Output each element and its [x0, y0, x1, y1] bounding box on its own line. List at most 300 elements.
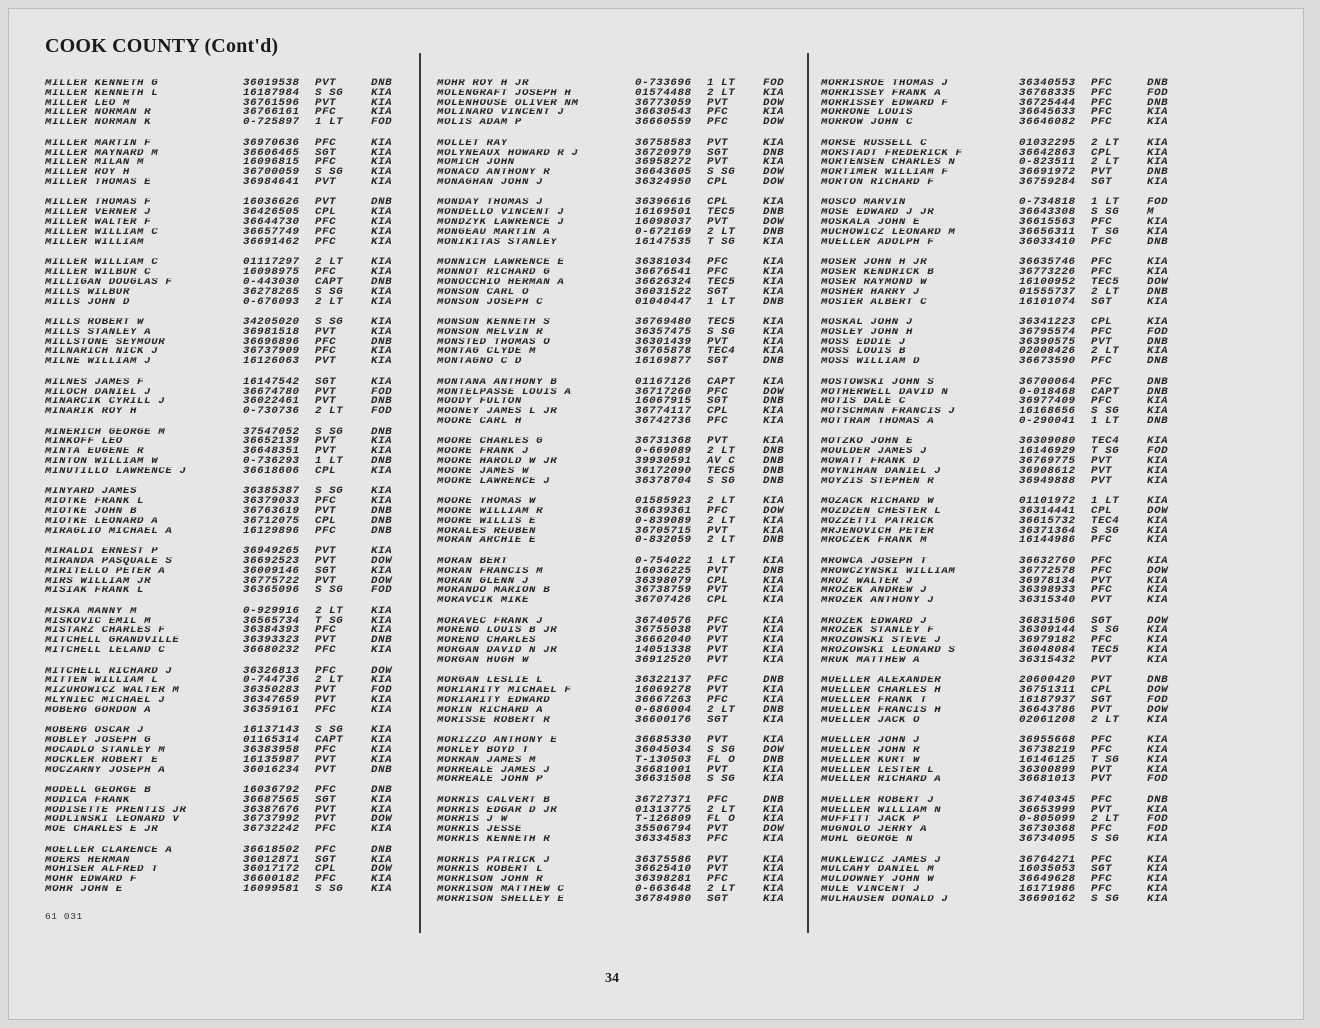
- casualty-status: DOW: [763, 216, 785, 228]
- rank: CPL: [1091, 147, 1113, 159]
- roster-row: [821, 139, 1197, 148]
- casualty-status: DNB: [1147, 415, 1169, 427]
- roster-row: [821, 405, 1197, 417]
- serial-number: 36649628: [1019, 873, 1076, 885]
- casualty-status: FOD: [1147, 814, 1169, 826]
- soldier-name: MILLER KENNETH L: [45, 89, 159, 99]
- serial-number: 36009146: [243, 565, 300, 577]
- soldier-name: MISTARZ CHARLES F: [45, 626, 166, 636]
- serial-number: 0-672169: [635, 226, 692, 238]
- roster-row: [437, 856, 813, 865]
- soldier-name: MONOCCHIO HERMAN A: [437, 278, 565, 288]
- rank: PVT: [1091, 575, 1113, 587]
- rank: PVT: [707, 565, 729, 577]
- soldier-name: MONSON CARL O: [437, 288, 530, 298]
- roster-row: [45, 428, 421, 437]
- roster-row: [821, 355, 1197, 367]
- rank: CPL: [707, 594, 729, 606]
- roster-row: [45, 228, 421, 237]
- soldier-name: MORROW JOHN C: [821, 118, 914, 128]
- casualty-status: KIA: [1147, 584, 1169, 596]
- serial-number: 36978134: [1019, 575, 1076, 587]
- serial-number: 01574488: [635, 87, 692, 99]
- serial-number: 36031522: [635, 286, 692, 298]
- serial-number: 36653999: [1019, 804, 1076, 816]
- rank: PFC: [315, 665, 337, 677]
- casualty-status: KIA: [371, 485, 393, 497]
- roster-row: [45, 199, 421, 208]
- rank: TEC5: [707, 316, 736, 328]
- page-number: 34: [605, 971, 619, 986]
- soldier-name: MOLYNEAUX HOWARD R J: [437, 148, 579, 158]
- casualty-status: KIA: [1147, 475, 1169, 487]
- casualty-status: KIA: [1147, 137, 1169, 149]
- serial-number: 36314441: [1019, 505, 1076, 517]
- roster-row: [45, 156, 421, 168]
- soldier-name: MUELLER ROBERT J: [821, 796, 935, 806]
- serial-number: 36685330: [635, 734, 692, 746]
- rank: PFC: [315, 216, 337, 228]
- casualty-status: KIA: [371, 804, 393, 816]
- serial-number: 36765878: [635, 345, 692, 358]
- rank: CPL: [707, 176, 729, 188]
- casualty-status: KIA: [371, 754, 393, 766]
- roster-row: [437, 467, 813, 476]
- rank: PFC: [1091, 87, 1113, 99]
- soldier-name: MORAVCIK MIKE: [437, 596, 530, 606]
- serial-number: 36324950: [635, 176, 692, 188]
- soldier-name: MONACO ANTHONY R: [437, 168, 551, 178]
- roster-row: [821, 766, 1197, 775]
- soldier-name: MILLER VERNER J: [45, 208, 152, 218]
- casualty-status: KIA: [371, 854, 393, 866]
- rank: SGT: [707, 286, 729, 298]
- roster-group: [437, 676, 813, 725]
- rank: S SG: [315, 584, 344, 596]
- casualty-status: KIA: [1147, 176, 1169, 188]
- roster-row: [437, 684, 813, 696]
- soldier-name: MOCADLO STANLEY M: [45, 746, 166, 756]
- soldier-name: MOE CHARLES E JR: [45, 825, 159, 835]
- roster-group: [821, 796, 1197, 845]
- roster-row: [437, 109, 813, 118]
- roster-row: [821, 417, 1197, 426]
- roster-row: [437, 99, 813, 108]
- soldier-name: MIRAGLIO MICHAEL A: [45, 527, 173, 537]
- serial-number: 0-805099: [1019, 814, 1076, 826]
- serial-number: 36300899: [1019, 764, 1076, 776]
- soldier-name: MISIAK FRANK L: [45, 586, 145, 596]
- rank: 2 LT: [315, 256, 344, 268]
- casualty-status: FOD: [1147, 823, 1169, 835]
- rank: 2 LT: [315, 605, 344, 617]
- roster-row: [45, 706, 421, 715]
- casualty-status: KIA: [763, 893, 785, 905]
- casualty-status: KIA: [371, 206, 393, 218]
- casualty-status: KIA: [1147, 734, 1169, 746]
- serial-number: 36690162: [1019, 893, 1076, 905]
- roster-row: [45, 495, 421, 507]
- rank: PFC: [1091, 584, 1113, 596]
- casualty-status: DNB: [763, 296, 785, 308]
- serial-number: 36769480: [635, 316, 692, 328]
- rank: 1 LT: [707, 77, 736, 89]
- rank: PFC: [707, 415, 729, 427]
- serial-number: 36309080: [1019, 435, 1076, 447]
- rank: S SG: [315, 166, 344, 178]
- serial-number: 16187937: [1019, 694, 1076, 706]
- casualty-status: DNB: [371, 515, 393, 527]
- serial-number: 16147535: [635, 236, 692, 248]
- serial-number: 0-686004: [635, 704, 692, 716]
- casualty-status: KIA: [371, 256, 393, 268]
- roster-row: [821, 806, 1197, 815]
- roster-group: [45, 786, 421, 835]
- roster-row: [821, 298, 1197, 307]
- soldier-name: MORRIS PATRICK J: [437, 855, 551, 865]
- roster-row: [437, 116, 813, 128]
- casualty-status: KIA: [1147, 455, 1169, 467]
- rank: PVT: [707, 823, 729, 835]
- casualty-status: KIA: [1147, 575, 1169, 587]
- roster-row: [821, 328, 1197, 337]
- casualty-status: KIA: [1147, 435, 1169, 447]
- serial-number: 01313775: [635, 804, 692, 816]
- rank: PVT: [315, 804, 337, 816]
- roster-row: [821, 268, 1197, 277]
- soldier-name: MORRISROE THOMAS J: [821, 79, 949, 89]
- roster-row: [437, 79, 813, 88]
- serial-number: 36375586: [635, 854, 692, 866]
- rank: 2 LT: [1091, 814, 1120, 826]
- roster-row: [45, 109, 421, 118]
- rank: PVT: [315, 575, 337, 587]
- casualty-status: DOW: [1147, 684, 1169, 696]
- roster-row: [45, 846, 421, 855]
- casualty-status: DNB: [763, 445, 785, 457]
- roster-row: [821, 99, 1197, 108]
- soldier-name: MORRIS JESSE: [437, 825, 522, 835]
- casualty-status: DNB: [763, 465, 785, 477]
- roster-row: [45, 746, 421, 755]
- casualty-status: FOD: [1147, 197, 1169, 209]
- soldier-name: MROZEK ANDREW J: [821, 586, 928, 596]
- rank: PVT: [707, 156, 729, 168]
- serial-number: 36737992: [243, 814, 300, 826]
- casualty-status: DOW: [1147, 505, 1169, 517]
- soldier-name: MOSS WILLIAM D: [821, 357, 921, 367]
- serial-number: 36359161: [243, 704, 300, 716]
- serial-number: 16126063: [243, 355, 300, 367]
- casualty-status: KIA: [371, 156, 393, 168]
- soldier-name: MORRIS CALVERT B: [437, 796, 551, 806]
- serial-number: 20600420: [1019, 674, 1076, 686]
- soldier-name: MORAN FRANCIS M: [437, 567, 544, 577]
- soldier-name: MOMICH JOHN: [437, 158, 515, 168]
- rank: PVT: [1091, 475, 1113, 487]
- rank: S SG: [1091, 893, 1120, 905]
- soldier-name: MINERICH GEORGE M: [45, 427, 166, 438]
- casualty-status: KIA: [1147, 256, 1169, 268]
- serial-number: 0-734818: [1019, 197, 1076, 209]
- soldier-name: MUELLER JOHN R: [821, 746, 921, 756]
- roster-row: [45, 435, 421, 447]
- rank: SGT: [1091, 694, 1113, 706]
- soldier-name: MROZEK EDWARD J: [821, 617, 928, 627]
- soldier-name: MIOTKE JOHN B: [45, 507, 138, 517]
- roster-row: [821, 338, 1197, 347]
- roster-row: [45, 445, 421, 457]
- soldier-name: MONIKITAS STANLEY: [437, 238, 558, 248]
- roster-row: [821, 823, 1197, 835]
- soldier-name: MILNARICH NICK J: [45, 347, 159, 357]
- casualty-status: KIA: [1147, 316, 1169, 328]
- rank: CAPT: [707, 376, 736, 388]
- casualty-status: KIA: [763, 197, 785, 209]
- serial-number: 36398079: [635, 575, 692, 587]
- rank: PFC: [707, 256, 729, 268]
- casualty-status: DNB: [763, 704, 785, 716]
- casualty-status: KIA: [1147, 744, 1169, 756]
- rank: SGT: [707, 893, 729, 905]
- roster-row: [437, 796, 813, 805]
- serial-number: 36379033: [243, 495, 300, 507]
- roster-row: [437, 238, 813, 247]
- serial-number: 0-290041: [1019, 415, 1076, 427]
- casualty-status: DNB: [1147, 166, 1169, 178]
- roster-group: [821, 617, 1197, 666]
- soldier-name: MRUK MATTHEW A: [821, 656, 921, 666]
- soldier-name: MONSON JOSEPH C: [437, 297, 544, 307]
- rank: PFC: [1091, 734, 1113, 746]
- rank: PFC: [315, 784, 337, 796]
- rank: PFC: [1091, 744, 1113, 756]
- roster-row: [437, 833, 813, 845]
- soldier-name: MOZDZEN CHESTER L: [821, 507, 942, 517]
- roster-row: [821, 873, 1197, 885]
- soldier-name: MUGNOLO JERRY A: [821, 825, 928, 835]
- roster-group: [45, 318, 421, 367]
- casualty-status: KIA: [1147, 893, 1169, 905]
- roster-row: [437, 206, 813, 218]
- rank: CPL: [1091, 505, 1113, 517]
- casualty-status: KIA: [763, 336, 785, 348]
- roster-row: [45, 388, 421, 397]
- soldier-name: MOSCO MARVIN: [821, 198, 906, 208]
- serial-number: 36687565: [243, 794, 300, 806]
- serial-number: 36758583: [635, 137, 692, 149]
- soldier-name: MINARCIK CYRILL J: [45, 397, 166, 407]
- soldier-name: MINTON WILLIAM W: [45, 457, 159, 467]
- soldier-name: MORREALE JAMES J: [437, 765, 551, 775]
- roster-column-2: [437, 79, 813, 915]
- rank: 2 LT: [1091, 286, 1120, 298]
- roster-row: [437, 318, 813, 327]
- rank: PVT: [315, 634, 337, 646]
- soldier-name: MORIZZO ANTHONY E: [437, 736, 558, 746]
- serial-number: 36949888: [1019, 475, 1076, 487]
- soldier-name: MOHR JOHN E: [45, 885, 123, 895]
- rank: SGT: [1091, 863, 1113, 875]
- serial-number: 36761596: [243, 97, 300, 109]
- rank: AV C: [707, 455, 736, 467]
- soldier-name: MORENO LOUIS B JR: [437, 626, 558, 636]
- roster-row: [437, 395, 813, 407]
- casualty-status: KIA: [371, 873, 393, 885]
- roster-row: [437, 527, 813, 536]
- roster-group: [437, 437, 813, 486]
- casualty-status: KIA: [1147, 107, 1169, 119]
- roster-row: [821, 773, 1197, 785]
- soldier-name: MITCHELL LELAND C: [45, 646, 166, 656]
- soldier-name: MORRAN JAMES M: [437, 756, 537, 766]
- casualty-status: KIA: [1147, 535, 1169, 547]
- roster-row: [45, 149, 421, 158]
- casualty-status: DOW: [763, 744, 785, 756]
- serial-number: 36681013: [1019, 773, 1076, 785]
- casualty-status: KIA: [371, 694, 393, 706]
- serial-number: 16146929: [1019, 445, 1076, 457]
- casualty-status: DOW: [1147, 276, 1169, 288]
- serial-number: 36426505: [243, 206, 300, 218]
- rank: PVT: [1091, 674, 1113, 686]
- serial-number: 36742736: [635, 415, 692, 427]
- rank: PFC: [1091, 634, 1113, 646]
- rank: PVT: [707, 216, 729, 228]
- roster-row: [437, 199, 813, 208]
- roster-row: [437, 338, 813, 347]
- serial-number: 36657749: [243, 226, 300, 238]
- roster-row: [437, 646, 813, 655]
- soldier-name: MORTON RICHARD F: [821, 178, 935, 188]
- casualty-status: KIA: [371, 107, 393, 119]
- soldier-name: MOHISER ALFRED T: [45, 865, 159, 875]
- casualty-status: DOW: [371, 863, 393, 875]
- soldier-name: MODICA FRANK: [45, 796, 130, 806]
- roster-row: [45, 206, 421, 218]
- roster-row: [45, 405, 421, 417]
- roster-group: [821, 139, 1197, 188]
- casualty-status: KIA: [763, 515, 785, 527]
- casualty-status: KIA: [763, 654, 785, 666]
- casualty-status: DNB: [763, 147, 785, 159]
- rank: PFC: [707, 694, 729, 706]
- roster-row: [821, 527, 1197, 536]
- serial-number: 36172090: [635, 465, 692, 477]
- rank: PFC: [707, 833, 729, 845]
- casualty-status: KIA: [763, 873, 785, 885]
- serial-number: 16169501: [635, 206, 692, 218]
- serial-number: 36381034: [635, 256, 692, 268]
- rank: TEC4: [1091, 515, 1120, 527]
- rank: PVT: [315, 435, 337, 447]
- soldier-name: MORIARITY EDWARD: [437, 696, 551, 706]
- serial-number: 36676541: [635, 266, 692, 278]
- serial-number: 36019538: [243, 77, 300, 89]
- serial-number: 36667263: [635, 694, 692, 706]
- roster-group: [45, 378, 421, 417]
- casualty-status: KIA: [763, 376, 785, 388]
- rank: SGT: [315, 854, 337, 866]
- roster-row: [437, 457, 813, 466]
- roster-row: [821, 318, 1197, 327]
- roster-row: [45, 567, 421, 576]
- rank: PVT: [707, 137, 729, 149]
- serial-number: 36731368: [635, 435, 692, 447]
- roster-row: [821, 577, 1197, 586]
- rank: CPL: [707, 575, 729, 587]
- serial-number: 36365096: [243, 584, 300, 596]
- rank: PVT: [707, 734, 729, 746]
- casualty-status: DNB: [1147, 236, 1169, 248]
- soldier-name: MOSLEY JOHN H: [821, 328, 914, 338]
- soldier-name: MOERS HERMAN: [45, 855, 130, 865]
- rank: PVT: [707, 336, 729, 348]
- casualty-status: KIA: [763, 624, 785, 637]
- soldier-name: MOORE FRANK J: [437, 447, 530, 457]
- rank: PVT: [707, 97, 729, 109]
- roster-row: [45, 607, 421, 616]
- serial-number: 36652139: [243, 435, 300, 447]
- rank: S SG: [707, 166, 736, 178]
- roster-row: [45, 547, 421, 556]
- rank: PVT: [1091, 764, 1113, 776]
- casualty-status: FOD: [371, 405, 393, 417]
- roster-row: [45, 674, 421, 686]
- rank: CPL: [1091, 684, 1113, 696]
- roster-row: [821, 345, 1197, 358]
- casualty-status: KIA: [763, 814, 785, 826]
- roster-row: [437, 477, 813, 486]
- soldier-name: MOLENHOUSE OLIVER NM: [437, 99, 579, 109]
- casualty-status: DOW: [1147, 704, 1169, 716]
- serial-number: 36673590: [1019, 355, 1076, 367]
- serial-number: 01555737: [1019, 286, 1076, 298]
- roster-group: [437, 318, 813, 367]
- roster-row: [45, 766, 421, 775]
- roster-row: [437, 288, 813, 297]
- serial-number: 16137143: [243, 724, 300, 736]
- roster-row: [45, 684, 421, 696]
- roster-row: [437, 634, 813, 646]
- casualty-status: KIA: [763, 634, 785, 646]
- roster-row: [821, 696, 1197, 705]
- casualty-status: KIA: [1147, 525, 1169, 537]
- casualty-status: FOD: [371, 584, 393, 596]
- casualty-status: DNB: [1147, 97, 1169, 109]
- serial-number: 36383958: [243, 744, 300, 756]
- serial-number: 36278265: [243, 286, 300, 298]
- soldier-name: MORAN BERT: [437, 557, 508, 567]
- rank: PVT: [1091, 704, 1113, 716]
- roster-row: [821, 716, 1197, 725]
- soldier-name: MONTELPASSE LOUIS A: [437, 387, 572, 397]
- roster-row: [45, 816, 421, 825]
- casualty-status: FOD: [1147, 326, 1169, 338]
- roster-row: [45, 457, 421, 466]
- serial-number: 36646082: [1019, 116, 1076, 128]
- casualty-status: KIA: [763, 764, 785, 776]
- roster-row: [45, 584, 421, 596]
- roster-row: [821, 199, 1197, 208]
- soldier-name: MOLLET RAY: [437, 139, 508, 149]
- rank: CPL: [707, 405, 729, 417]
- rank: PVT: [707, 634, 729, 646]
- soldier-name: MORRISON MATTHEW C: [437, 885, 565, 895]
- rank: PFC: [315, 107, 337, 119]
- casualty-status: DOW: [763, 176, 785, 188]
- soldier-name: MORGAN LESLIE L: [437, 676, 544, 686]
